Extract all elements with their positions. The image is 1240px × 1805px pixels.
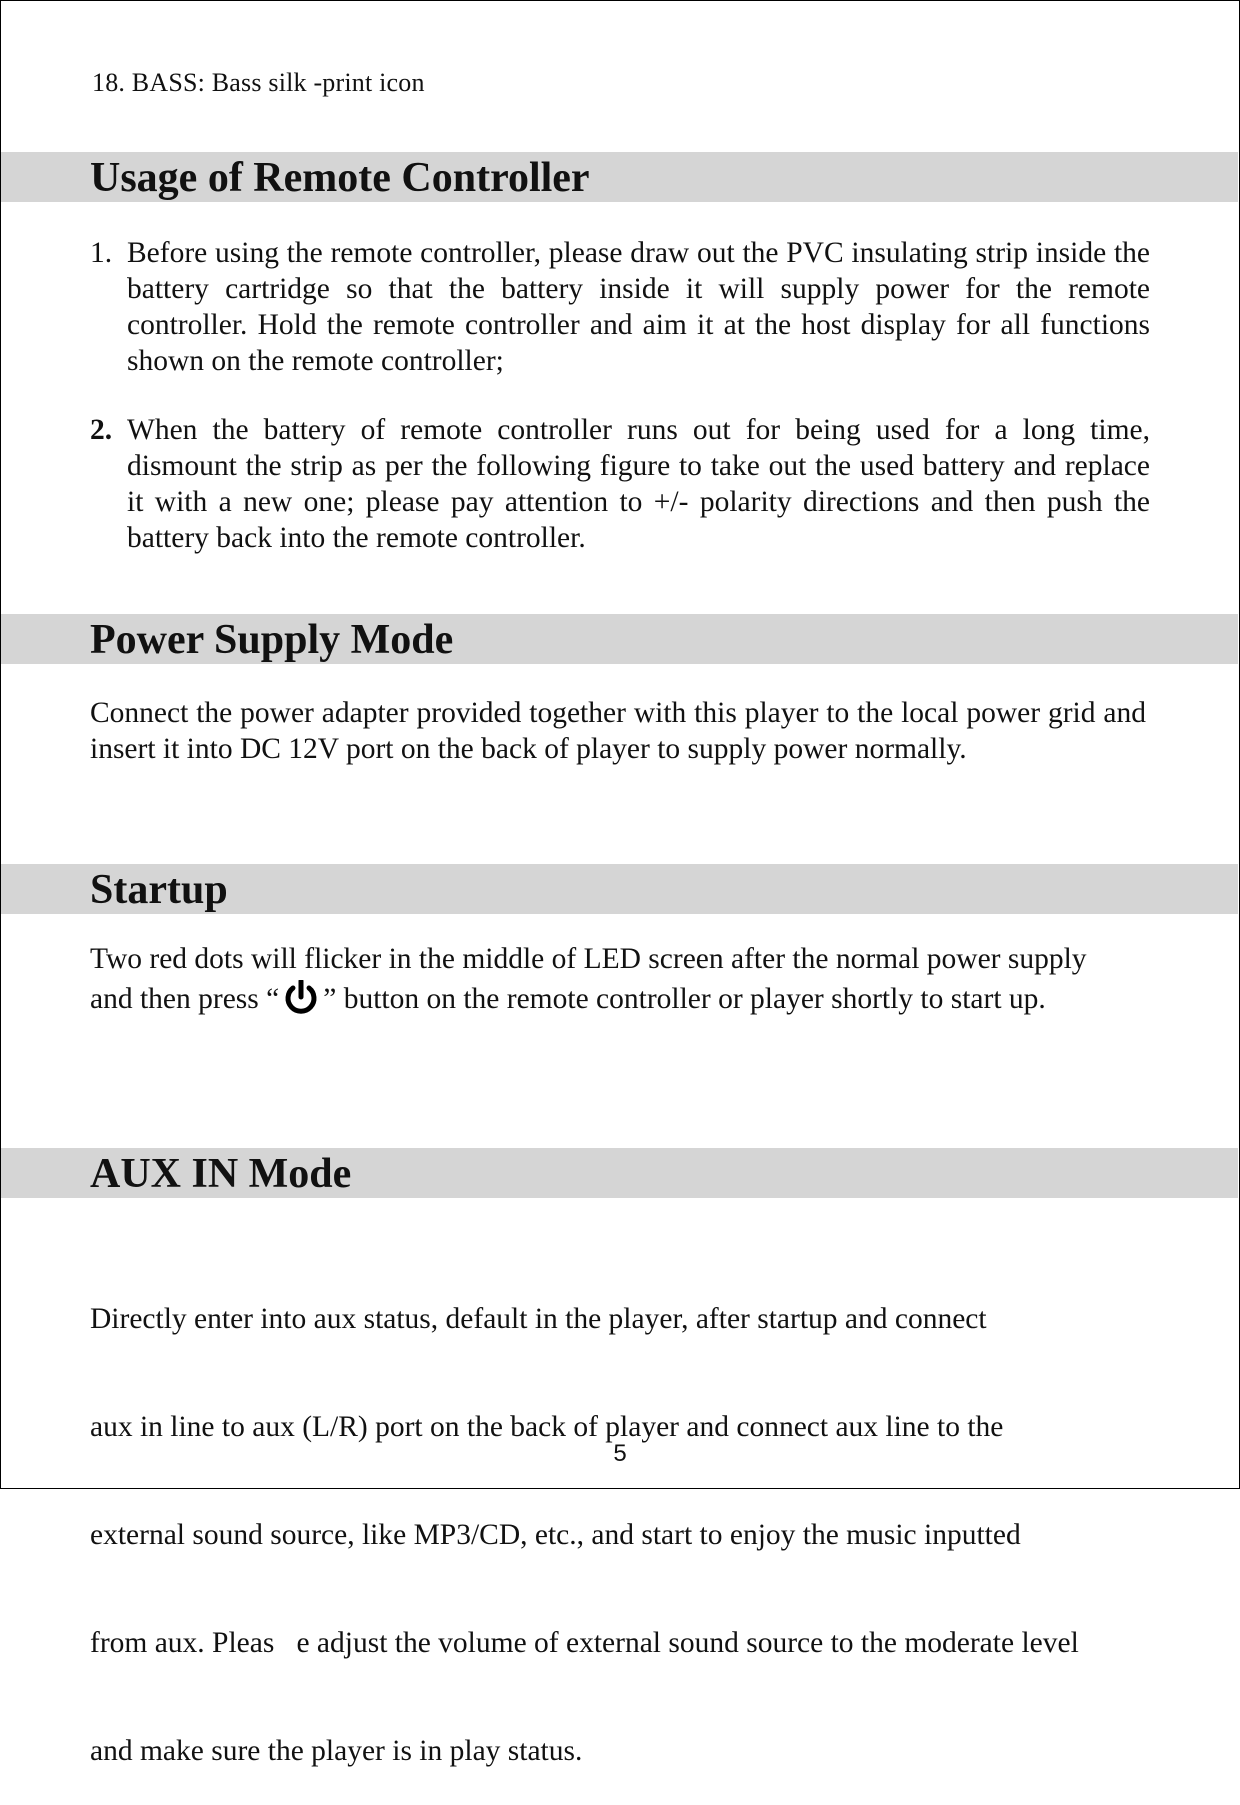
aux-line: external sound source, like MP3/CD, etc., and start to enjoy the music inputted (90, 1519, 1021, 1551)
bass-icon-note: 18. BASS: Bass silk -print icon (92, 68, 425, 97)
startup-text-after: ” button on the remote controller or player shortly to start up. (323, 983, 1046, 1015)
aux-line: from aux. Pleas e adjust the volume of external sound source to the moderate level (90, 1627, 1079, 1659)
aux-line: and make sure the player is in play status. (90, 1735, 583, 1767)
section-title-power-supply: Power Supply Mode (90, 617, 454, 663)
section-title-startup: Startup (90, 867, 228, 913)
section-title-remote: Usage of Remote Controller (90, 155, 590, 201)
section-header-aux (1, 1148, 1238, 1198)
list-item (90, 412, 1150, 556)
section-header-startup (1, 864, 1238, 914)
section-title-aux: AUX IN Mode (90, 1151, 352, 1197)
aux-line: Directly enter into aux status, default in the player, after startup and connect (90, 1303, 987, 1335)
list-item-text: Before using the remote controller, please draw out the PVC insulating strip inside the battery cartridge so that the battery inside it will supply power for the remote controller. Hold the remote controller and aim it at the host display for all functions shown on the remote controller; (127, 237, 1150, 377)
page-number: 5 (613, 1440, 627, 1467)
aux-paragraph (90, 1229, 1160, 1805)
section-header-power-supply (1, 614, 1238, 664)
startup-paragraph (90, 939, 1090, 1019)
list-item (90, 235, 1150, 379)
list-item-number: 2. (90, 414, 113, 446)
section-header-remote (1, 152, 1238, 202)
list-item-text: When the battery of remote controller runs out for being used for a long time, dismount the strip as per the following figure to take out the used battery and replace it with a new one; please pay attention to +/- polarity directions and then push the battery back into the remote controller. (127, 414, 1150, 554)
aux-line: aux in line to aux (L/R) port on the back of player and connect aux line to the (90, 1411, 1004, 1443)
power-supply-paragraph: Connect the power adapter provided together with this player to the local power grid and insert it into DC 12V port on the back of player to supply power normally. (90, 697, 1146, 765)
power-icon (279, 980, 323, 1014)
startup-text-before: Two red dots will flicker in the middle of LED screen after the normal power supply and then press “ (90, 943, 1087, 1015)
list-item-number: 1. (90, 237, 113, 269)
